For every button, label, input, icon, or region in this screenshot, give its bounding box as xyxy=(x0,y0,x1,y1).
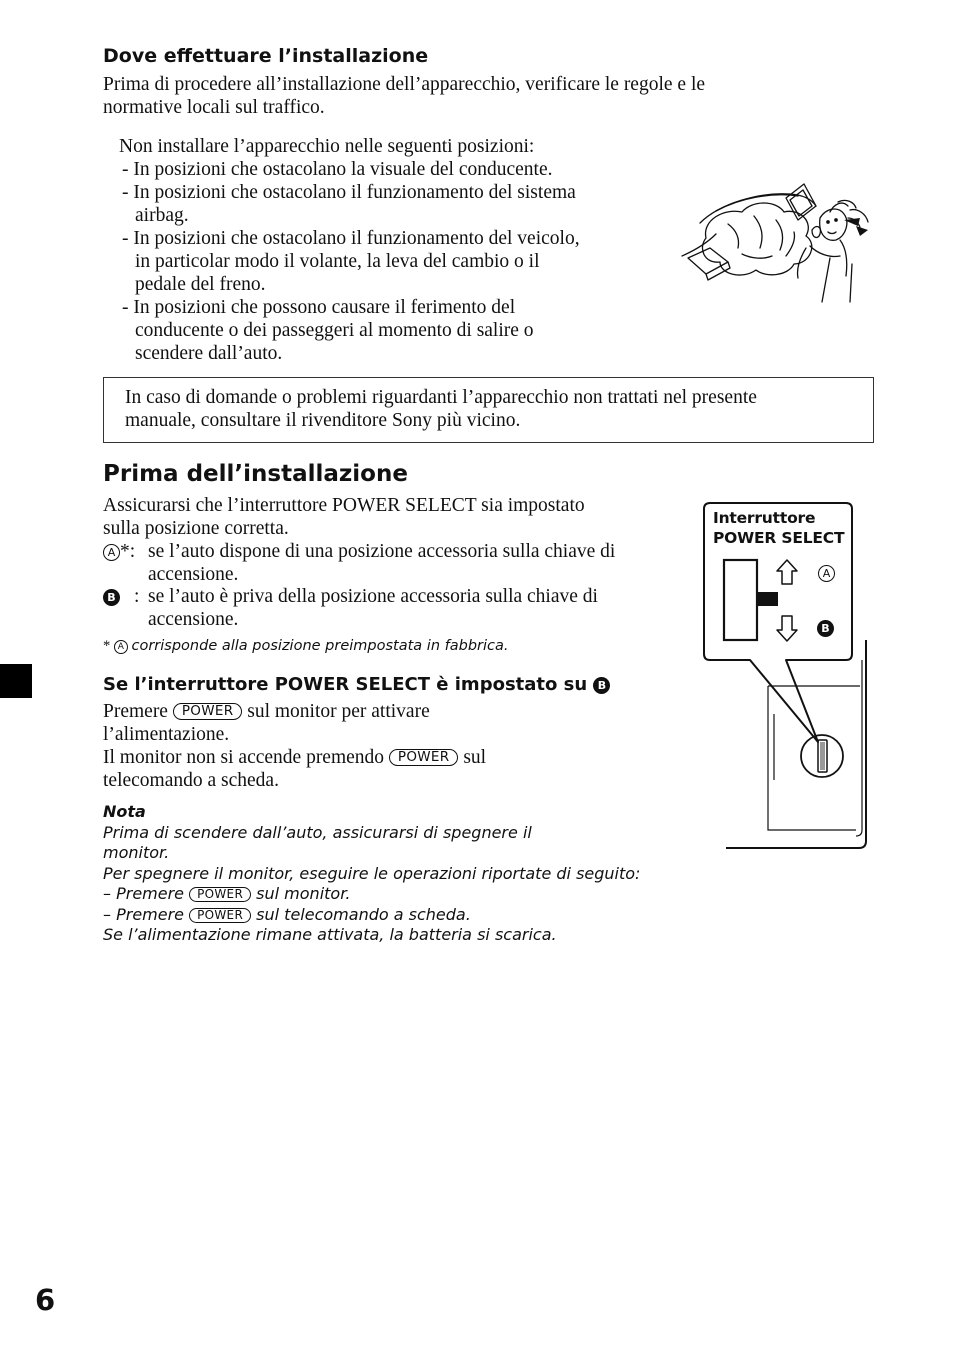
bullet-item xyxy=(122,181,580,227)
bullet-line: conducente o dei passeggeri al momento di salire o xyxy=(135,320,534,341)
note-text: – Premere xyxy=(103,884,185,903)
marker-b: B xyxy=(593,677,610,694)
notice-line: manuale, consultare il rivenditore Sony più vicino. xyxy=(125,410,521,431)
page-number: 6 xyxy=(35,1283,56,1317)
instruction-text: Il monitor non si accende premendo xyxy=(103,747,385,768)
option-b-text xyxy=(148,585,598,631)
bullet-line: pedale del freno. xyxy=(135,274,266,295)
subheading-text: Se l’interruttore POWER SELECT è impostato su xyxy=(103,674,588,695)
option-b-suffix: : xyxy=(134,586,140,607)
bullet-line: - In posizioni che ostacolano il funzionamento del veicolo, xyxy=(122,228,580,249)
marker-a: A xyxy=(114,640,128,654)
power-key-label: POWER xyxy=(189,887,251,902)
bullet-line: - In posizioni che ostacolano la visuale del conducente. xyxy=(122,159,553,180)
installation-lead: Non installare l’apparecchio nelle seguenti posizioni: xyxy=(119,136,535,157)
intro-line: Assicurarsi che l’interruttore POWER SELECT sia impostato xyxy=(103,495,585,516)
instruction-text: sul xyxy=(463,747,487,768)
note-title: Nota xyxy=(103,802,146,821)
bullet-line: - In posizioni che ostacolano il funzionamento del sistema xyxy=(122,182,576,203)
footnote-star: * xyxy=(103,638,111,654)
bullet-line: airbag. xyxy=(135,205,189,226)
section-side-tab xyxy=(0,664,32,698)
airbag-warning-illustration xyxy=(680,178,876,306)
instruction-text: sul monitor per attivare xyxy=(247,701,430,722)
note-text: sul telecomando a scheda. xyxy=(256,904,471,924)
section-heading-installation-location: Dove effettuare l’installazione xyxy=(103,45,429,67)
option-line: se l’auto è priva della posizione accessoria sulla chiave di xyxy=(148,586,598,607)
power-key-label: POWER xyxy=(189,908,251,923)
note-line: Per spegnere il monitor, eseguire le operazioni riportate di seguito: xyxy=(103,863,641,883)
instruction-line: l’alimentazione. xyxy=(103,724,230,745)
bullet-line: scendere dall’auto. xyxy=(135,343,283,364)
option-b xyxy=(103,585,139,608)
installation-bullet-list xyxy=(122,158,580,365)
note-line: Se l’alimentazione rimane attivata, la batteria si scarica. xyxy=(103,925,557,944)
option-line: se l’auto dispone di una posizione accessoria sulla chiave di xyxy=(148,541,616,562)
bullet-item xyxy=(122,296,580,365)
diagram-marker-b: B xyxy=(817,620,834,637)
footnote-text: corrisponde alla posizione preimpostata in fabbrica. xyxy=(131,638,509,654)
option-a-text xyxy=(148,540,615,586)
intro-line: sulla posizione corretta. xyxy=(103,518,289,539)
dealer-notice-box xyxy=(103,377,874,443)
subheading-switch-b xyxy=(103,674,610,695)
diagram-marker-a: A xyxy=(818,565,835,582)
note-block xyxy=(103,802,640,946)
notice-line: In caso di domande o problemi riguardanti l’apparecchio non trattati nel presente xyxy=(125,387,757,408)
marker-b: B xyxy=(103,589,120,606)
bullet-line: in particolar modo il volante, la leva del cambio o il xyxy=(135,251,540,272)
section-heading-before-installation: Prima dell’installazione xyxy=(103,461,408,487)
factory-default-footnote xyxy=(103,638,508,655)
bullet-item xyxy=(122,227,580,296)
switch-label-line: POWER SELECT xyxy=(713,529,845,547)
power-key-label: POWER xyxy=(389,749,459,766)
option-line: accensione. xyxy=(148,564,239,585)
option-line: accensione. xyxy=(148,609,239,630)
power-instructions xyxy=(103,700,486,792)
power-key-label: POWER xyxy=(173,703,243,720)
intro-line: Prima di procedere all’installazione dell’apparecchio, verificare le regole e le xyxy=(103,74,706,95)
marker-a: A xyxy=(103,544,120,561)
option-a-suffix: *: xyxy=(120,541,136,562)
note-line: monitor. xyxy=(103,843,170,862)
intro-line: normative locali sul traffico. xyxy=(103,97,325,118)
note-line: Prima di scendere dall’auto, assicurarsi di spegnere il xyxy=(103,822,532,842)
note-text: – Premere xyxy=(103,904,185,924)
bullet-line: - In posizioni che possono causare il ferimento del xyxy=(122,297,516,318)
before-installation-intro xyxy=(103,494,585,540)
note-text: sul monitor. xyxy=(256,884,351,903)
instruction-text: Premere xyxy=(103,701,168,722)
switch-label xyxy=(713,508,844,548)
switch-label-line: Interruttore xyxy=(713,509,816,527)
option-a xyxy=(103,540,135,563)
instruction-line: telecomando a scheda. xyxy=(103,770,279,791)
power-select-switch-diagram xyxy=(700,500,870,852)
installation-intro xyxy=(103,73,705,119)
bullet-item xyxy=(122,158,580,181)
